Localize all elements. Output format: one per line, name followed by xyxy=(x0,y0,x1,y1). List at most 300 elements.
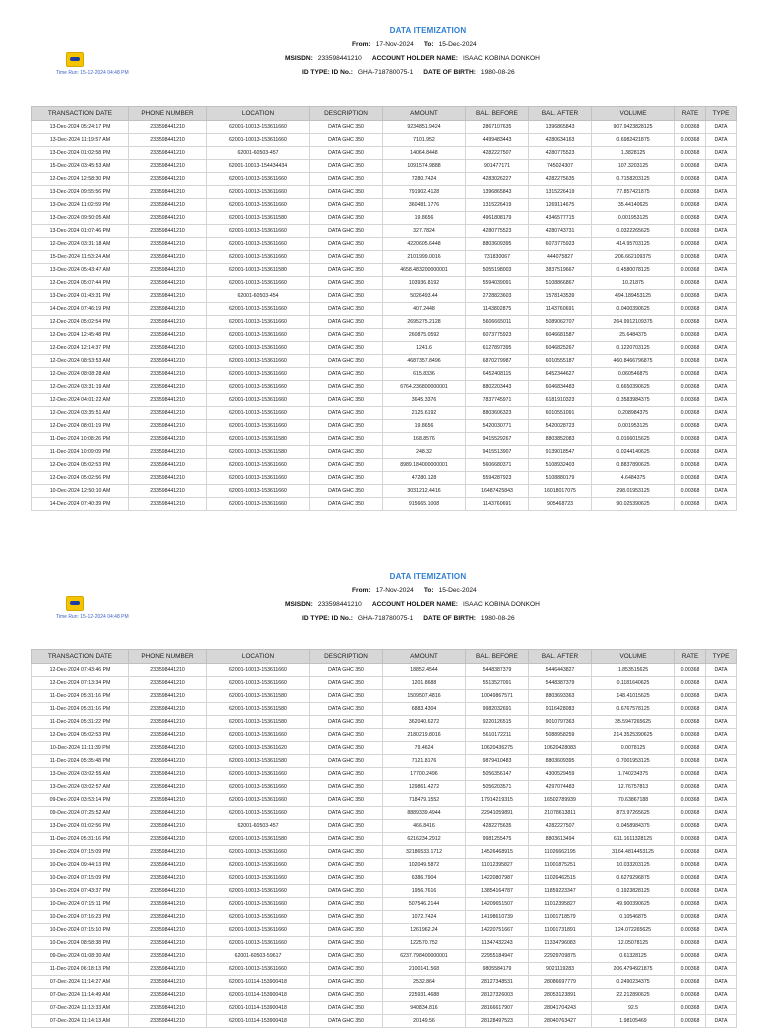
column-header-bal-after: BAL. AFTER xyxy=(529,650,592,664)
cell-type: DATA xyxy=(706,898,737,911)
table-row xyxy=(32,872,737,885)
cell-amount: 718479.1552 xyxy=(383,794,466,807)
cell-bal-before: 5420030771 xyxy=(466,420,529,433)
cell-location: 62001-10013-153611660 xyxy=(207,472,310,485)
cell-location: 62001-10013-153611580 xyxy=(207,716,310,729)
cell-amount: 129861.4272 xyxy=(383,781,466,794)
cell-description: DATA GHC 350 xyxy=(310,394,383,407)
id-line xyxy=(302,69,525,76)
cell-description: DATA GHC 350 xyxy=(310,459,383,472)
cell-bal-after: 3837519667 xyxy=(529,264,592,277)
cell-rate: 0.00368 xyxy=(675,677,706,690)
cell-volume: 494.189453125 xyxy=(592,290,675,303)
cell-phone-number: 233598441210 xyxy=(129,407,207,420)
cell-description: DATA GHC 350 xyxy=(310,173,383,186)
cell-phone-number: 233598441210 xyxy=(129,1015,207,1028)
cell-rate: 0.00368 xyxy=(675,407,706,420)
cell-location: 62001-10013-153611660 xyxy=(207,924,310,937)
cell-type: DATA xyxy=(706,833,737,846)
cell-phone-number: 233598441210 xyxy=(129,160,207,173)
cell-description: DATA GHC 350 xyxy=(310,329,383,342)
cell-description: DATA GHC 350 xyxy=(310,1002,383,1015)
cell-amount: 19.8656 xyxy=(383,420,466,433)
cell-location: 62001-10013-153611580 xyxy=(207,212,310,225)
cell-description: DATA GHC 350 xyxy=(310,976,383,989)
table-row xyxy=(32,677,737,690)
cell-phone-number: 233598441210 xyxy=(129,846,207,859)
cell-bal-after: 8803613494 xyxy=(529,833,592,846)
cell-volume: 0.6650390625 xyxy=(592,381,675,394)
cell-phone-number: 233598441210 xyxy=(129,355,207,368)
cell-bal-before: 5594039091 xyxy=(466,277,529,290)
cell-bal-after: 6181910323 xyxy=(529,394,592,407)
cell-bal-before: 1143802875 xyxy=(466,303,529,316)
cell-amount: 1261962.24 xyxy=(383,924,466,937)
cell-amount: 915665.1008 xyxy=(383,498,466,511)
cell-amount: 248.32 xyxy=(383,446,466,459)
cell-amount: 1091574.9888 xyxy=(383,160,466,173)
cell-bal-before: 5513527091 xyxy=(466,677,529,690)
cell-location: 62001-10013-153611660 xyxy=(207,199,310,212)
id-no-value: GHA-718780075-1 xyxy=(357,615,414,622)
cell-volume: 0.0244140625 xyxy=(592,446,675,459)
cell-rate: 0.00368 xyxy=(675,316,706,329)
cell-bal-before: 11012395827 xyxy=(466,859,529,872)
cell-rate: 0.00368 xyxy=(675,742,706,755)
cell-description: DATA GHC 350 xyxy=(310,755,383,768)
cell-phone-number: 233598441210 xyxy=(129,859,207,872)
table-row xyxy=(32,433,737,446)
cell-phone-number: 233598441210 xyxy=(129,885,207,898)
cell-type: DATA xyxy=(706,225,737,238)
cell-amount: 102049.5872 xyxy=(383,859,466,872)
from-label: From: xyxy=(352,41,371,48)
cell-transaction-date: 09-Dec-2024 01:08:30 AM xyxy=(32,950,129,963)
cell-rate: 0.00368 xyxy=(675,963,706,976)
cell-bal-before: 4280775523 xyxy=(466,225,529,238)
cell-bal-after: 4280743731 xyxy=(529,225,592,238)
table-row xyxy=(32,459,737,472)
cell-type: DATA xyxy=(706,394,737,407)
cell-type: DATA xyxy=(706,238,737,251)
cell-description: DATA GHC 350 xyxy=(310,251,383,264)
cell-bal-before: 4282227507 xyxy=(466,147,529,160)
cell-phone-number: 233598441210 xyxy=(129,729,207,742)
table-row xyxy=(32,498,737,511)
transactions-table xyxy=(31,106,737,511)
table-row xyxy=(32,212,737,225)
cell-phone-number: 233598441210 xyxy=(129,1002,207,1015)
cell-bal-before: 8802203443 xyxy=(466,381,529,394)
report-title: DATA ITEMIZATION xyxy=(389,572,467,581)
cell-phone-number: 233598441210 xyxy=(129,498,207,511)
table-header-row xyxy=(32,107,737,121)
column-header-bal-before: BAL. BEFORE xyxy=(466,650,529,664)
cell-bal-before: 28127326003 xyxy=(466,989,529,1002)
cell-volume: 214.3525390625 xyxy=(592,729,675,742)
cell-rate: 0.00368 xyxy=(675,121,706,134)
table-row xyxy=(32,755,737,768)
cell-volume: 0.0322265625 xyxy=(592,225,675,238)
cell-transaction-date: 10-Dec-2024 11:11:39 PM xyxy=(32,742,129,755)
cell-phone-number: 233598441210 xyxy=(129,225,207,238)
cell-volume: 0.001953125 xyxy=(592,420,675,433)
cell-transaction-date: 12-Dec-2024 03:31:18 AM xyxy=(32,238,129,251)
cell-bal-after: 1143760691 xyxy=(529,303,592,316)
cell-phone-number: 233598441210 xyxy=(129,872,207,885)
cell-volume: 298.01953125 xyxy=(592,485,675,498)
cell-location: 62001-10013-153611660 xyxy=(207,277,310,290)
to-value: 15-Dec-2024 xyxy=(438,41,477,48)
column-header-bal-after: BAL. AFTER xyxy=(529,107,592,121)
time-run: Time Run: 15-12-2024 04:48 PM xyxy=(56,70,129,76)
table-row xyxy=(32,963,737,976)
cell-bal-before: 5606680371 xyxy=(466,459,529,472)
cell-location: 62001-10013-153611660 xyxy=(207,846,310,859)
table-row xyxy=(32,664,737,677)
cell-rate: 0.00368 xyxy=(675,303,706,316)
table-row xyxy=(32,186,737,199)
cell-phone-number: 233598441210 xyxy=(129,664,207,677)
cell-volume: 107.3203125 xyxy=(592,160,675,173)
cell-bal-after: 6046825267 xyxy=(529,342,592,355)
cell-transaction-date: 10-Dec-2024 07:15:11 PM xyxy=(32,898,129,911)
cell-bal-after: 1269114675 xyxy=(529,199,592,212)
cell-volume: 0.7158203125 xyxy=(592,173,675,186)
cell-volume: 0.0458984375 xyxy=(592,820,675,833)
cell-transaction-date: 12-Dec-2024 05:02:53 PM xyxy=(32,729,129,742)
from-label: From: xyxy=(352,587,371,594)
cell-bal-after: 16018017075 xyxy=(529,485,592,498)
cell-rate: 0.00368 xyxy=(675,251,706,264)
cell-description: DATA GHC 350 xyxy=(310,963,383,976)
cell-volume: 0.3583984375 xyxy=(592,394,675,407)
cell-transaction-date: 15-Dec-2024 11:53:24 AM xyxy=(32,251,129,264)
cell-volume: 25.6484375 xyxy=(592,329,675,342)
cell-bal-before: 22941059891 xyxy=(466,807,529,820)
cell-amount: 9234851.9424 xyxy=(383,121,466,134)
cell-transaction-date: 12-Dec-2024 08:53:53 AM xyxy=(32,355,129,368)
cell-volume: 1.98105469 xyxy=(592,1015,675,1028)
cell-bal-after: 8803609395 xyxy=(529,755,592,768)
cell-bal-before: 14526468915 xyxy=(466,846,529,859)
cell-description: DATA GHC 350 xyxy=(310,807,383,820)
cell-bal-before: 28127348531 xyxy=(466,976,529,989)
cell-description: DATA GHC 350 xyxy=(310,703,383,716)
cell-type: DATA xyxy=(706,716,737,729)
cell-location: 62001-10013-153611660 xyxy=(207,498,310,511)
cell-location: 62001-10013-153611660 xyxy=(207,911,310,924)
cell-bal-before: 9805584179 xyxy=(466,963,529,976)
column-header-location: LOCATION xyxy=(207,650,310,664)
cell-description: DATA GHC 350 xyxy=(310,134,383,147)
cell-type: DATA xyxy=(706,781,737,794)
cell-rate: 0.00368 xyxy=(675,160,706,173)
cell-description: DATA GHC 350 xyxy=(310,1015,383,1028)
cell-phone-number: 233598441210 xyxy=(129,472,207,485)
cell-bal-after: 1578143539 xyxy=(529,290,592,303)
cell-rate: 0.00368 xyxy=(675,173,706,186)
cell-transaction-date: 13-Dec-2024 01:43:31 PM xyxy=(32,290,129,303)
cell-location: 62001-10013-153611660 xyxy=(207,121,310,134)
cell-rate: 0.00368 xyxy=(675,277,706,290)
cell-description: DATA GHC 350 xyxy=(310,342,383,355)
cell-amount: 103936.8192 xyxy=(383,277,466,290)
cell-bal-after: 6046681587 xyxy=(529,329,592,342)
cell-phone-number: 233598441210 xyxy=(129,976,207,989)
cell-rate: 0.00368 xyxy=(675,807,706,820)
cell-volume: 1.853515625 xyxy=(592,664,675,677)
cell-location: 62001-60503-454 xyxy=(207,290,310,303)
cell-transaction-date: 11-Dec-2024 10:09:09 PM xyxy=(32,446,129,459)
cell-type: DATA xyxy=(706,755,737,768)
cell-transaction-date: 12-Dec-2024 05:02:53 PM xyxy=(32,459,129,472)
cell-phone-number: 233598441210 xyxy=(129,937,207,950)
cell-rate: 0.00368 xyxy=(675,716,706,729)
cell-volume: 460.8466796875 xyxy=(592,355,675,368)
cell-description: DATA GHC 350 xyxy=(310,433,383,446)
cell-volume: 0.6279296875 xyxy=(592,872,675,885)
cell-bal-before: 28166617907 xyxy=(466,1002,529,1015)
cell-type: DATA xyxy=(706,290,737,303)
cell-transaction-date: 10-Dec-2024 09:44:13 PM xyxy=(32,859,129,872)
cell-transaction-date: 11-Dec-2024 06:18:13 PM xyxy=(32,963,129,976)
table-row xyxy=(32,1015,737,1028)
cell-bal-before: 14198610739 xyxy=(466,911,529,924)
cell-description: DATA GHC 350 xyxy=(310,147,383,160)
cell-phone-number: 233598441210 xyxy=(129,924,207,937)
table-row xyxy=(32,950,737,963)
cell-type: DATA xyxy=(706,134,737,147)
cell-transaction-date: 12-Dec-2024 12:45:48 PM xyxy=(32,329,129,342)
cell-bal-after: 4300529459 xyxy=(529,768,592,781)
cell-description: DATA GHC 350 xyxy=(310,794,383,807)
cell-bal-after: 16502789939 xyxy=(529,794,592,807)
cell-location: 62001-10013-153611580 xyxy=(207,755,310,768)
cell-transaction-date: 11-Dec-2024 05:31:16 PM xyxy=(32,703,129,716)
cell-type: DATA xyxy=(706,937,737,950)
cell-type: DATA xyxy=(706,729,737,742)
cell-bal-before: 2867107635 xyxy=(466,121,529,134)
cell-bal-before: 4961808179 xyxy=(466,212,529,225)
cell-transaction-date: 07-Dec-2024 11:14:13 AM xyxy=(32,1015,129,1028)
table-row xyxy=(32,898,737,911)
cell-description: DATA GHC 350 xyxy=(310,121,383,134)
table-row xyxy=(32,485,737,498)
cell-bal-before: 5056356147 xyxy=(466,768,529,781)
cell-volume: 0.0166015625 xyxy=(592,433,675,446)
table-row xyxy=(32,833,737,846)
cell-bal-before: 9981255475 xyxy=(466,833,529,846)
table-row xyxy=(32,147,737,160)
cell-bal-after: 11026462515 xyxy=(529,872,592,885)
cell-transaction-date: 13-Dec-2024 03:02:57 AM xyxy=(32,781,129,794)
cell-bal-after: 11334796083 xyxy=(529,937,592,950)
cell-bal-after: 28041704243 xyxy=(529,1002,592,1015)
cell-transaction-date: 12-Dec-2024 05:02:54 PM xyxy=(32,316,129,329)
cell-description: DATA GHC 350 xyxy=(310,768,383,781)
to-label: To: xyxy=(423,587,434,594)
cell-bal-after: 4282275635 xyxy=(529,173,592,186)
cell-location: 62001-10013-153611660 xyxy=(207,186,310,199)
cell-location: 62001-10114-153900418 xyxy=(207,989,310,1002)
cell-location: 62001-10013-153611660 xyxy=(207,768,310,781)
table-row xyxy=(32,472,737,485)
cell-rate: 0.00368 xyxy=(675,433,706,446)
cell-type: DATA xyxy=(706,459,737,472)
cell-type: DATA xyxy=(706,342,737,355)
msisdn-value: 233598441210 xyxy=(317,55,362,62)
cell-location: 62001-10013-153611660 xyxy=(207,885,310,898)
cell-description: DATA GHC 350 xyxy=(310,911,383,924)
cell-bal-before: 6870279987 xyxy=(466,355,529,368)
cell-bal-before: 9415513907 xyxy=(466,446,529,459)
cell-rate: 0.00368 xyxy=(675,781,706,794)
cell-phone-number: 233598441210 xyxy=(129,485,207,498)
cell-location: 62001-10013-153611660 xyxy=(207,937,310,950)
cell-transaction-date: 12-Dec-2024 05:02:56 PM xyxy=(32,472,129,485)
cell-bal-before: 4283026227 xyxy=(466,173,529,186)
cell-type: DATA xyxy=(706,199,737,212)
cell-rate: 0.00368 xyxy=(675,1015,706,1028)
cell-phone-number: 233598441210 xyxy=(129,251,207,264)
cell-phone-number: 233598441210 xyxy=(129,833,207,846)
cell-amount: 8989.184000000001 xyxy=(383,459,466,472)
cell-bal-after: 5089062707 xyxy=(529,316,592,329)
cell-type: DATA xyxy=(706,264,737,277)
cell-volume: 12.05078125 xyxy=(592,937,675,950)
cell-phone-number: 233598441210 xyxy=(129,264,207,277)
cell-phone-number: 233598441210 xyxy=(129,238,207,251)
cell-bal-after: 745024307 xyxy=(529,160,592,173)
cell-bal-after: 11001731891 xyxy=(529,924,592,937)
cell-bal-before: 6127897395 xyxy=(466,342,529,355)
cell-phone-number: 233598441210 xyxy=(129,329,207,342)
cell-location: 62001-10013-153611660 xyxy=(207,368,310,381)
cell-volume: 0.6982421875 xyxy=(592,134,675,147)
cell-volume: 3164.4814453125 xyxy=(592,846,675,859)
cell-volume: 0.61328125 xyxy=(592,950,675,963)
cell-amount: 4658.483200000001 xyxy=(383,264,466,277)
cell-location: 62001-10013-153611660 xyxy=(207,407,310,420)
cell-description: DATA GHC 350 xyxy=(310,833,383,846)
cell-type: DATA xyxy=(706,329,737,342)
cell-amount: 20149.56 xyxy=(383,1015,466,1028)
cell-location: 62001-10013-153611580 xyxy=(207,264,310,277)
table-row xyxy=(32,264,737,277)
cell-location: 62001-10013-153611660 xyxy=(207,251,310,264)
date-range xyxy=(352,41,487,48)
cell-amount: 47280.128 xyxy=(383,472,466,485)
cell-amount: 14064.8448 xyxy=(383,147,466,160)
cell-amount: 466.8416 xyxy=(383,820,466,833)
cell-bal-after: 9139018547 xyxy=(529,446,592,459)
cell-phone-number: 233598441210 xyxy=(129,820,207,833)
cell-volume: 0.2490234375 xyxy=(592,976,675,989)
column-header-amount: AMOUNT xyxy=(383,650,466,664)
cell-type: DATA xyxy=(706,316,737,329)
cell-location: 62001-10013-153611660 xyxy=(207,485,310,498)
cell-description: DATA GHC 350 xyxy=(310,472,383,485)
cell-bal-before: 16487425843 xyxy=(466,485,529,498)
cell-amount: 2125.6192 xyxy=(383,407,466,420)
cell-bal-before: 731830067 xyxy=(466,251,529,264)
cell-bal-after: 4280634163 xyxy=(529,134,592,147)
cell-rate: 0.00368 xyxy=(675,898,706,911)
table-body xyxy=(32,121,737,511)
cell-description: DATA GHC 350 xyxy=(310,950,383,963)
cell-bal-before: 9982032691 xyxy=(466,703,529,716)
cell-volume: 4.6484375 xyxy=(592,472,675,485)
cell-type: DATA xyxy=(706,485,737,498)
cell-bal-after: 22929709875 xyxy=(529,950,592,963)
cell-type: DATA xyxy=(706,911,737,924)
cell-description: DATA GHC 350 xyxy=(310,160,383,173)
cell-location: 62001-10013-153611660 xyxy=(207,963,310,976)
cell-amount: 3031212.4416 xyxy=(383,485,466,498)
cell-rate: 0.00368 xyxy=(675,329,706,342)
table-row xyxy=(32,885,737,898)
cell-phone-number: 233598441210 xyxy=(129,303,207,316)
cell-volume: 611.1611328125 xyxy=(592,833,675,846)
cell-volume: 0.10546875 xyxy=(592,911,675,924)
cell-transaction-date: 10-Dec-2024 07:16:23 PM xyxy=(32,911,129,924)
cell-bal-before: 8803606323 xyxy=(466,407,529,420)
cell-bal-before: 17914219315 xyxy=(466,794,529,807)
table-row xyxy=(32,716,737,729)
cell-phone-number: 233598441210 xyxy=(129,316,207,329)
table-row xyxy=(32,251,737,264)
cell-type: DATA xyxy=(706,355,737,368)
cell-transaction-date: 12-Dec-2024 07:43:46 PM xyxy=(32,664,129,677)
cell-type: DATA xyxy=(706,433,737,446)
cell-bal-after: 5420028723 xyxy=(529,420,592,433)
cell-transaction-date: 10-Dec-2024 07:43:37 PM xyxy=(32,885,129,898)
cell-transaction-date: 12-Dec-2024 08:08:28 AM xyxy=(32,368,129,381)
from-value: 17-Nov-2024 xyxy=(375,587,414,594)
cell-transaction-date: 12-Dec-2024 08:01:19 PM xyxy=(32,420,129,433)
table-row xyxy=(32,924,737,937)
cell-bal-before: 10620436275 xyxy=(466,742,529,755)
cell-amount: 6237.798400000001 xyxy=(383,950,466,963)
cell-bal-after: 8803852083 xyxy=(529,433,592,446)
table-row xyxy=(32,976,737,989)
table-row xyxy=(32,407,737,420)
cell-description: DATA GHC 350 xyxy=(310,781,383,794)
cell-bal-before: 4499483443 xyxy=(466,134,529,147)
cell-bal-before: 8803609395 xyxy=(466,238,529,251)
to-label: To: xyxy=(423,41,434,48)
cell-bal-before: 14209651507 xyxy=(466,898,529,911)
table-row xyxy=(32,742,737,755)
cell-volume: 0.4580078125 xyxy=(592,264,675,277)
cell-rate: 0.00368 xyxy=(675,147,706,160)
cell-transaction-date: 09-Dec-2024 03:53:14 PM xyxy=(32,794,129,807)
cell-amount: 1201.8688 xyxy=(383,677,466,690)
company-logo-icon xyxy=(66,596,84,611)
cell-location: 62001-60503-59617 xyxy=(207,950,310,963)
cell-phone-number: 233598441210 xyxy=(129,147,207,160)
cell-amount: 2100141.568 xyxy=(383,963,466,976)
cell-amount: 17700.2496 xyxy=(383,768,466,781)
cell-type: DATA xyxy=(706,368,737,381)
cell-transaction-date: 10-Dec-2024 08:58:38 PM xyxy=(32,937,129,950)
cell-transaction-date: 12-Dec-2024 05:07:44 PM xyxy=(32,277,129,290)
cell-transaction-date: 07-Dec-2024 11:13:33 AM xyxy=(32,1002,129,1015)
cell-transaction-date: 15-Dec-2024 03:45:53 AM xyxy=(32,160,129,173)
cell-location: 62001-10013-153611660 xyxy=(207,872,310,885)
cell-phone-number: 233598441210 xyxy=(129,420,207,433)
